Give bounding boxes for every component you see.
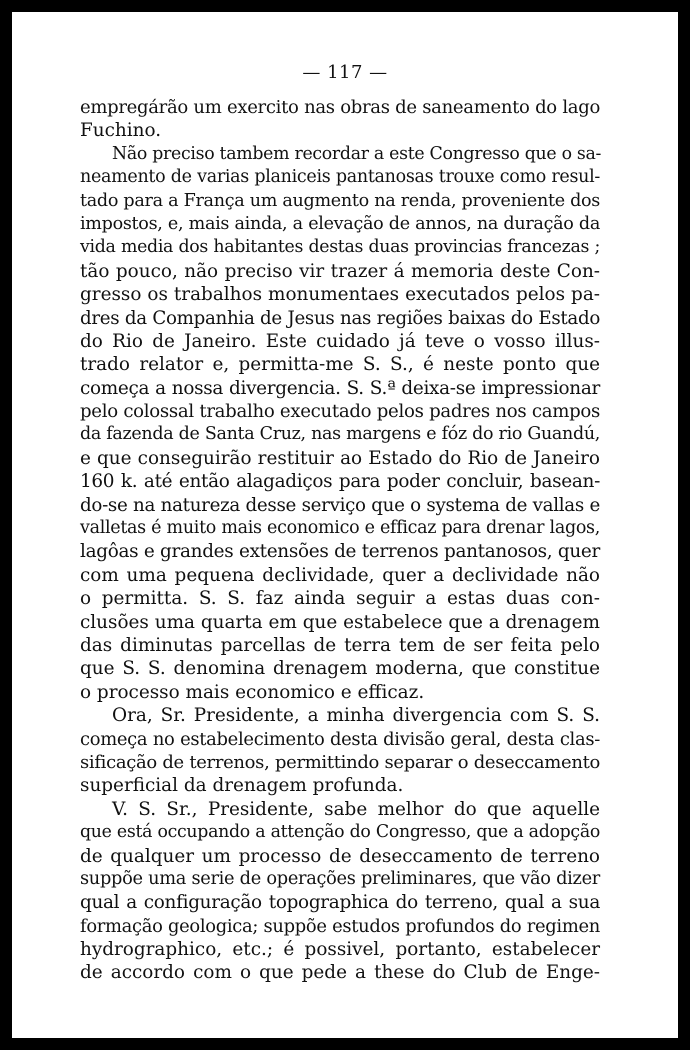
text-line: 160 k. até então alagadiços para poder concluir, basean- [80, 471, 600, 493]
paragraph-first-line: Ora, Sr. Presidente, a minha divergencia com S. S. [112, 705, 600, 727]
paragraph-first-line: V. S. Sr., Presidente, sabe melhor do que aquelle [112, 798, 600, 820]
text-line: o permitta. S. S. faz ainda seguir a estas duas con- [80, 588, 600, 610]
text-line: o processo mais economico e efficaz. [80, 681, 425, 703]
text-line: e que conseguirão restituir ao Estado do Rio de Janeiro [80, 447, 600, 469]
document-page [12, 12, 678, 1038]
page-number: — 117 — [302, 62, 388, 83]
text-line: lagôas e grandes extensões de terrenos pantanosos, quer [80, 541, 600, 563]
text-line: dres da Companhia de Jesus nas regiões baixas do Estado [80, 307, 600, 329]
text-line: que está occupando a attenção do Congresso, que a adopção [80, 822, 600, 843]
paragraph-first-line: Não preciso tambem recordar a este Congresso que o sa- [112, 143, 602, 164]
text-line: começa no estabelecimento desta divisão geral, desta clas- [80, 728, 600, 750]
text-line: da fazenda de Santa Cruz, nas margens e fóz do rio Guandú, [80, 424, 600, 445]
text-line: impostos, e, mais ainda, a elevação de annos, na duração da [80, 213, 600, 234]
text-line: neamento de varias planiceis pantanosas trouxe como resul- [80, 167, 600, 188]
text-line: qual a configuração topographica do terreno, qual a sua [80, 892, 600, 914]
text-line: gresso os trabalhos monumentaes executados pelos pa- [80, 284, 600, 306]
text-line: começa a nossa divergencia. S. S.ª deixa-se impressionar [80, 377, 600, 399]
text-line: tado para a França um augmento na renda, proveniente dos [80, 190, 600, 211]
text-line: de accordo com o que pede a these do Club de Enge- [80, 962, 600, 984]
text-line: do Rio de Janeiro. Este cuidado já teve o vosso illus- [80, 330, 600, 352]
text-line: tão pouco, não preciso vir trazer á memoria deste Con- [80, 260, 600, 282]
text-line: hydrographico, etc.; é possivel, portanto, estabelecer [80, 939, 600, 961]
text-line: de qualquer um processo de deseccamento de terreno [80, 845, 600, 867]
text-line: Fuchino. [80, 120, 162, 142]
document-body [80, 96, 600, 985]
text-line: pelo colossal trabalho executado pelos padres nos campos [80, 401, 600, 423]
text-line: que S. S. denomina drenagem moderna, que constitue [80, 658, 600, 680]
text-line: clusões uma quarta em que estabelece que a drenagem [80, 611, 600, 633]
text-line: com uma pequena declividade, quer a declividade não [80, 564, 600, 586]
text-line: formação geologica; suppõe estudos profundos do regimen [80, 915, 600, 937]
text-line: do-se na natureza desse serviço que o systema de vallas e [80, 494, 600, 516]
text-line: superficial da drenagem profunda. [80, 775, 404, 797]
text-line: suppõe uma serie de operações preliminares, que vão dizer [80, 868, 600, 889]
text-line: empregárão um exercito nas obras de saneamento do lago [80, 97, 600, 118]
text-line: das diminutas parcellas de terra tem de ser feita pelo [80, 634, 600, 656]
text-line: vida media dos habitantes destas duas provincias francezas ; [80, 237, 600, 258]
text-line: sificação de terrenos, permittindo separar o deseccamento [80, 751, 600, 773]
text-line: valletas é muito mais economico e efficaz para drenar lagos, [80, 518, 600, 539]
text-line: trado relator e, permitta-me S. S., é neste ponto que [80, 354, 600, 376]
